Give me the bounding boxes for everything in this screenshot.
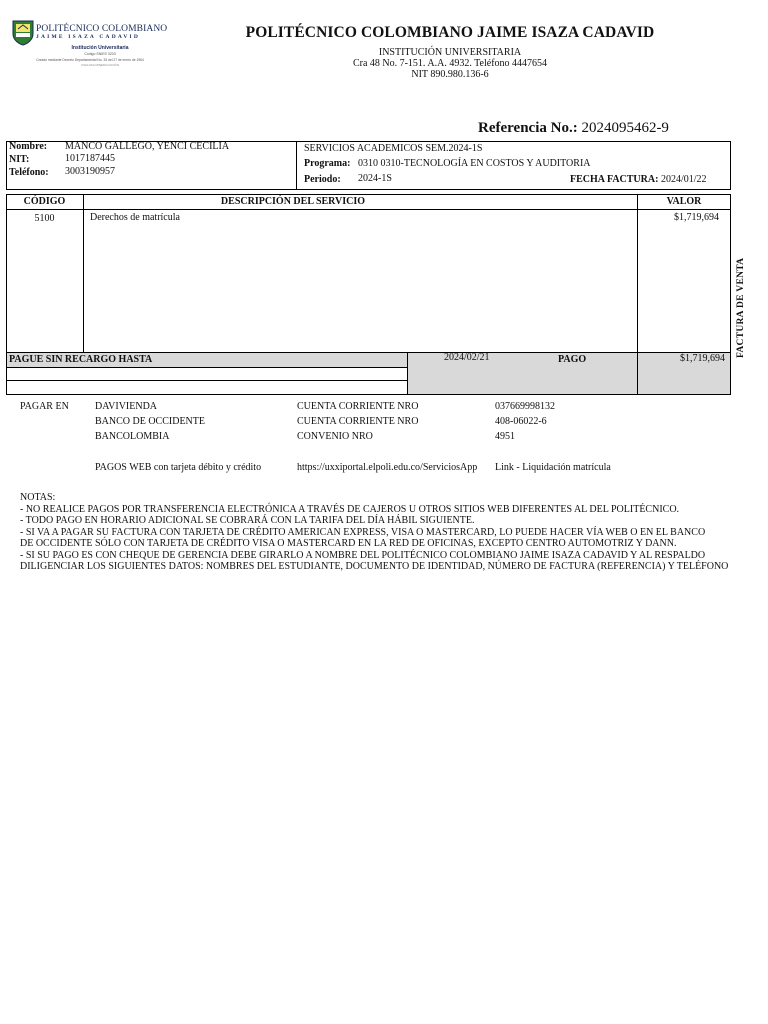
row-value: $1,719,694	[674, 212, 719, 223]
web-payments-url[interactable]: https://uxxiportal.elpoli.edu.co/ServiciosApp	[297, 462, 478, 473]
header-line-1: INSTITUCIÓN UNIVERSITARIA	[378, 47, 522, 58]
logo-code: Código SNIES 3203	[84, 52, 116, 56]
pay-label: PAGO	[558, 354, 587, 365]
reference-label: Referencia No.:	[478, 120, 578, 136]
bank-account-number: 037669998132	[495, 401, 555, 412]
deadline-label: PAGUE SIN RECARGO HASTA	[9, 354, 153, 365]
student-nit: 1017187445	[65, 153, 115, 164]
period-label: Periodo:	[304, 174, 341, 185]
bank-name: DAVIVIENDA	[95, 401, 158, 412]
col-header-code: CÓDIGO	[23, 196, 66, 207]
bank-account-type: CONVENIO NRO	[297, 431, 373, 442]
pay-value: $1,719,694	[680, 353, 725, 364]
logo-tagline: Institución Universitaria	[71, 45, 129, 51]
invoice-date-value: 2024/01/22	[660, 174, 707, 185]
institution-logo	[10, 18, 168, 70]
student-nit-label: NIT:	[9, 154, 30, 165]
invoice-date	[570, 174, 707, 185]
service-title: SERVICIOS ACADEMICOS SEM.2024-1S	[304, 143, 483, 154]
student-phone: 3003190957	[65, 166, 115, 177]
pay-in-label: PAGAR EN	[20, 401, 69, 412]
note-line: - TODO PAGO EN HORARIO ADICIONAL SE COBRARÁ CON LA TARIFA DEL DÍA HÁBIL SIGUIENTE.	[20, 515, 475, 526]
logo-name: POLITÉCNICO COLOMBIANO	[36, 24, 168, 34]
note-line: - SI SU PAGO ES CON CHEQUE DE GERENCIA DEBE GIRARLO A NOMBRE DEL POLITÉCNICO COLOMBIANO JAIME ISAZA CADAVID Y AL RESPALDO	[20, 549, 706, 561]
logo-vigilance: VIGILADA MINEDUCACIÓN	[80, 63, 119, 67]
bank-account-type: CUENTA CORRIENTE NRO	[297, 401, 419, 412]
student-name-label: Nombre:	[9, 141, 48, 152]
bank-account-number: 408-06022-6	[495, 416, 547, 427]
deadline-date: 2024/02/21	[444, 352, 490, 363]
logo-subname: JAIME ISAZA CADAVID	[36, 34, 141, 40]
reference-value: 2024095462-9	[581, 120, 669, 136]
period-value: 2024-1S	[358, 173, 392, 184]
note-line: - NO REALICE PAGOS POR TRANSFERENCIA ELECTRÓNICA A TRAVÉS DE CAJEROS U OTROS SITIOS WEB DIFERENTES AL DEL POLITÉCNICO.	[20, 503, 680, 515]
reference-number	[478, 120, 669, 137]
bank-account-type: CUENTA CORRIENTE NRO	[297, 416, 419, 427]
col-header-value: VALOR	[666, 196, 702, 207]
invoice-type-label: FACTURA DE VENTA	[736, 257, 746, 358]
notes-title: NOTAS:	[20, 492, 56, 503]
page-title: POLITÉCNICO COLOMBIANO JAIME ISAZA CADAVID	[245, 24, 655, 41]
notes	[20, 492, 750, 573]
program-value: 0310 0310-TECNOLOGÍA EN COSTOS Y AUDITORIA	[358, 158, 591, 169]
row-description: Derechos de matrícula	[90, 212, 180, 223]
bank-name: BANCOLOMBIA	[95, 431, 170, 442]
student-name: MANCO GALLEGO, YENCI CECILIA	[65, 141, 230, 152]
header-nit: NIT 890.980.136-6	[411, 69, 489, 80]
logo-decree: Creado mediante Decreto Departamental No. 33 del 27 de enero de 1964	[36, 58, 144, 62]
note-line: - SI VA A PAGAR SU FACTURA CON TARJETA DE CRÉDITO AMERICAN EXPRESS, VISA O MASTERCARD, LO PUEDE HACER VÍA WEB O EN EL BANCO	[20, 526, 706, 538]
col-header-description: DESCRIPCIÓN DEL SERVICIO	[220, 196, 366, 207]
program-label: Programa:	[304, 158, 351, 169]
note-line: DILIGENCIAR LOS SIGUIENTES DATOS: NOMBRES DEL ESTUDIANTE, DOCUMENTO DE IDENTIDAD, NÚMERO DE FACTURA (REFERENCIA) Y TELÉFONO	[20, 561, 729, 572]
header-address: Cra 48 No. 7-151. A.A. 4932. Teléfono 4447654	[352, 58, 548, 69]
note-line: DE OCCIDENTE SÓLO CON TARJETA DE CRÉDITO VISA O MASTERCARD EN LA RED DE OFICINAS, EXCEPTO CENTRO AUTOMOTRIZ Y DANN.	[20, 538, 677, 549]
web-payments-link[interactable]: Link - Liquidación matrícula	[495, 462, 611, 473]
student-phone-label: Teléfono:	[9, 167, 49, 178]
invoice-date-label: FECHA FACTURA:	[570, 174, 659, 185]
row-code: 5100	[34, 213, 55, 224]
shield-icon	[12, 20, 34, 46]
bank-name: BANCO DE OCCIDENTE	[95, 416, 205, 427]
web-payments-label: PAGOS WEB con tarjeta débito y crédito	[95, 462, 262, 473]
bank-account-number: 4951	[495, 431, 515, 442]
